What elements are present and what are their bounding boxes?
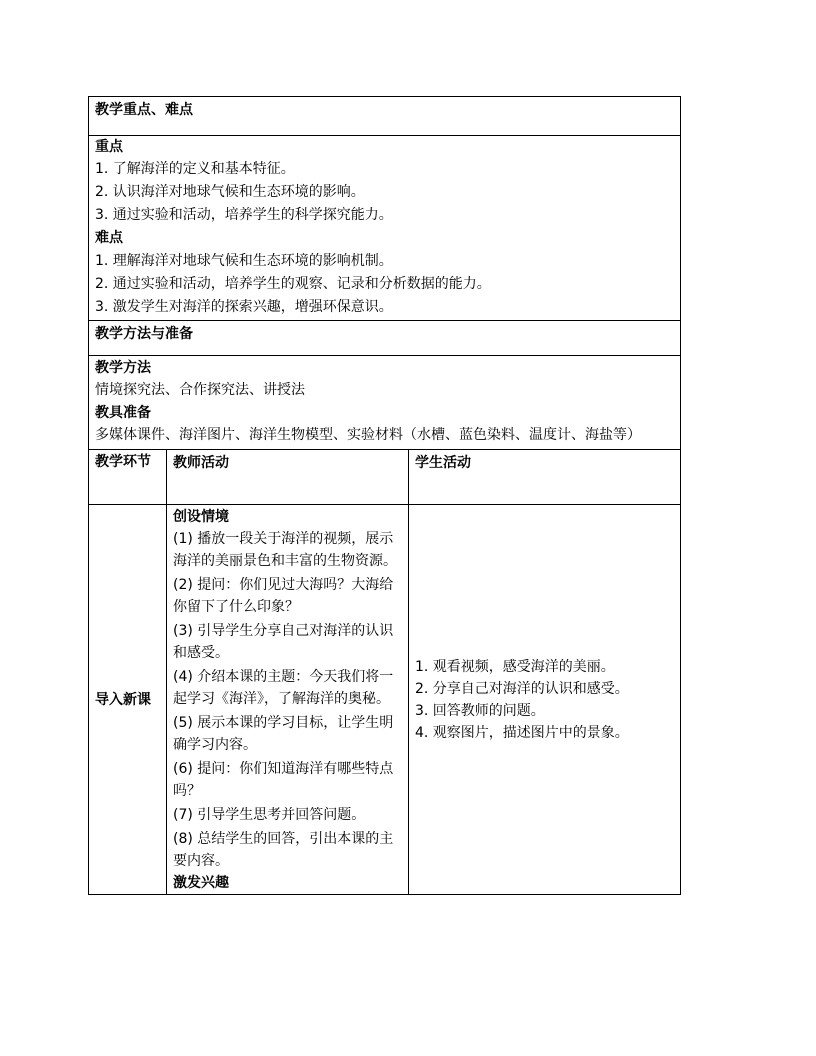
focus-heading: 重点 bbox=[95, 139, 123, 155]
lesson-plan-page bbox=[88, 96, 680, 895]
methods-body-cell bbox=[89, 356, 681, 450]
difficulty-item: 1. 理解海洋对地球气候和生态环境的影响机制。 bbox=[95, 253, 393, 269]
difficulty-item: 2. 通过实验和活动，培养学生的观察、记录和分析数据的能力。 bbox=[95, 276, 491, 292]
methods-header-row bbox=[89, 321, 681, 356]
key-points-body-row bbox=[89, 136, 681, 321]
difficulty-item: 3. 激发学生对海洋的探索兴趣，增强环保意识。 bbox=[95, 299, 393, 315]
methods-title-cell bbox=[89, 321, 681, 356]
key-points-header-row bbox=[89, 97, 681, 136]
student-header-cell bbox=[409, 450, 681, 505]
teacher-activity-item: (8) 总结学生的回答，引出本课的主要内容。 bbox=[173, 831, 394, 869]
difficulty-heading: 难点 bbox=[95, 230, 123, 246]
activity-row-intro bbox=[89, 505, 681, 895]
student-header: 学生活动 bbox=[415, 455, 471, 471]
student-activity-item: 3. 回答教师的问题。 bbox=[415, 702, 545, 719]
key-points-body-cell bbox=[89, 136, 681, 321]
teacher-activity-item: (5) 展示本课的学习目标，让学生明确学习内容。 bbox=[173, 715, 394, 753]
lesson-plan-table bbox=[88, 96, 681, 895]
teacher-activity-item: (7) 引导学生思考并回答问题。 bbox=[173, 807, 366, 823]
focus-item: 3. 通过实验和活动，培养学生的科学探究能力。 bbox=[95, 207, 393, 223]
focus-item: 2. 认识海洋对地球气候和生态环境的影响。 bbox=[95, 184, 365, 200]
method-heading: 教学方法 bbox=[95, 360, 151, 376]
focus-item: 1. 了解海洋的定义和基本特征。 bbox=[95, 161, 295, 177]
tools-heading: 教具准备 bbox=[95, 405, 151, 421]
teacher-activity-item: (2) 提问：你们见过大海吗？大海给你留下了什么印象？ bbox=[173, 577, 394, 615]
teacher-activity-footer: 激发兴趣 bbox=[173, 875, 229, 891]
student-activity-item: 4. 观察图片，描述图片中的景象。 bbox=[415, 724, 629, 741]
teacher-activity-cell bbox=[167, 505, 409, 895]
method-text: 情境探究法、合作探究法、讲授法 bbox=[95, 382, 305, 398]
methods-body-row bbox=[89, 356, 681, 450]
stage-label: 导入新课 bbox=[95, 691, 151, 708]
student-activity-item: 2. 分享自己对海洋的认识和感受。 bbox=[415, 680, 629, 697]
teacher-header-cell bbox=[167, 450, 409, 505]
student-activity-item: 1. 观看视频，感受海洋的美丽。 bbox=[415, 658, 615, 675]
methods-title: 教学方法与准备 bbox=[95, 326, 193, 342]
stage-cell bbox=[89, 505, 167, 895]
activity-header-row bbox=[89, 450, 681, 505]
stage-header-cell bbox=[89, 450, 167, 505]
teacher-activity-item: (6) 提问：你们知道海洋有哪些特点吗？ bbox=[173, 761, 394, 799]
student-activity-cell bbox=[409, 505, 681, 895]
teacher-header: 教师活动 bbox=[173, 455, 229, 471]
stage-header: 教学环节 bbox=[95, 454, 151, 470]
teacher-activity-item: (3) 引导学生分享自己对海洋的认识和感受。 bbox=[173, 623, 394, 661]
teacher-activity-heading: 创设情境 bbox=[173, 509, 229, 525]
key-points-title: 教学重点、难点 bbox=[95, 102, 193, 118]
teacher-activity-item: (1) 播放一段关于海洋的视频，展示海洋的美丽景色和丰富的生物资源。 bbox=[173, 531, 397, 569]
key-points-title-cell bbox=[89, 97, 681, 136]
tools-text: 多媒体课件、海洋图片、海洋生物模型、实验材料（水槽、蓝色染料、温度计、海盐等） bbox=[95, 427, 641, 443]
teacher-activity-item: (4) 介绍本课的主题：今天我们将一起学习《海洋》，了解海洋的奥秘。 bbox=[173, 669, 394, 707]
